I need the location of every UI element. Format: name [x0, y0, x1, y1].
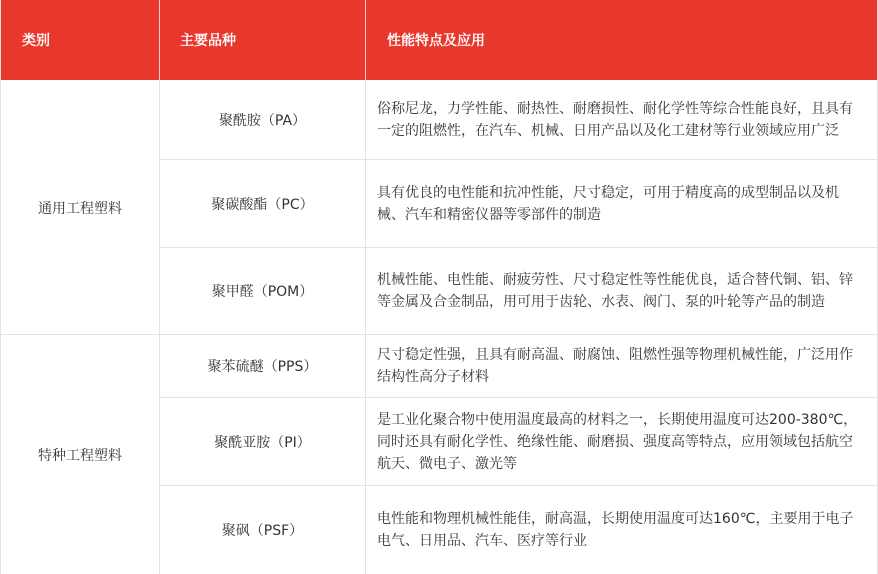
table-row — [160, 486, 877, 574]
table-row — [160, 248, 877, 335]
variety-cell: 聚苯硫醚（PPS） — [160, 335, 366, 397]
table-row — [160, 80, 877, 160]
variety-cell: 聚酰胺（PA） — [160, 80, 366, 159]
header-properties-applications: 性能特点及应用 — [387, 33, 485, 49]
category-cell: 通用工程塑料 — [1, 80, 160, 335]
variety-cell: 聚甲醛（POM） — [160, 248, 366, 334]
variety-cell: 聚酰亚胺（PI） — [160, 398, 366, 485]
table-row — [160, 160, 877, 248]
description-cell: 具有优良的电性能和抗冲性能，尺寸稳定，可用于精度高的成型制品以及机械、汽车和精密仪器等零部件的制造 — [377, 184, 839, 223]
description-cell: 尺寸稳定性强，且具有耐高温、耐腐蚀、阻燃性强等物理机械性能，广泛用作结构性高分子材料 — [377, 347, 853, 385]
group-divider — [1, 334, 877, 335]
description-cell: 是工业化聚合物中使用温度最高的材料之一，长期使用温度可达200-380℃，同时还具有耐化学性、绝缘性能、耐磨损、强度高等特点，应用领域包括航空航天、微电子、激光等 — [377, 411, 858, 472]
description-cell: 俗称尼龙，力学性能、耐热性、耐磨损性、耐化学性等综合性能良好，且具有一定的阻燃性，在汽车、机械、日用产品以及化工建材等行业领域应用广泛 — [377, 100, 853, 139]
variety-cell: 聚碳酸酯（PC） — [160, 160, 366, 247]
description-cell: 电性能和物理机械性能佳，耐高温，长期使用温度可达160℃，主要用于电子电气、日用品、汽车、医疗等行业 — [377, 511, 854, 549]
header-category: 类别 — [1, 0, 160, 80]
description-cell: 机械性能、电性能、耐疲劳性、尺寸稳定性等性能优良，适合替代铜、铝、锌等金属及合金制品，用可用于齿轮、水表、阀门、泵的叶轮等产品的制造 — [377, 272, 853, 310]
table-row — [160, 398, 877, 486]
category-cell: 特种工程塑料 — [1, 335, 160, 574]
table-header — [1, 0, 877, 80]
table-row — [160, 335, 877, 398]
variety-cell: 聚砜（PSF） — [160, 486, 366, 574]
header-main-variety: 主要品种 — [160, 0, 366, 80]
